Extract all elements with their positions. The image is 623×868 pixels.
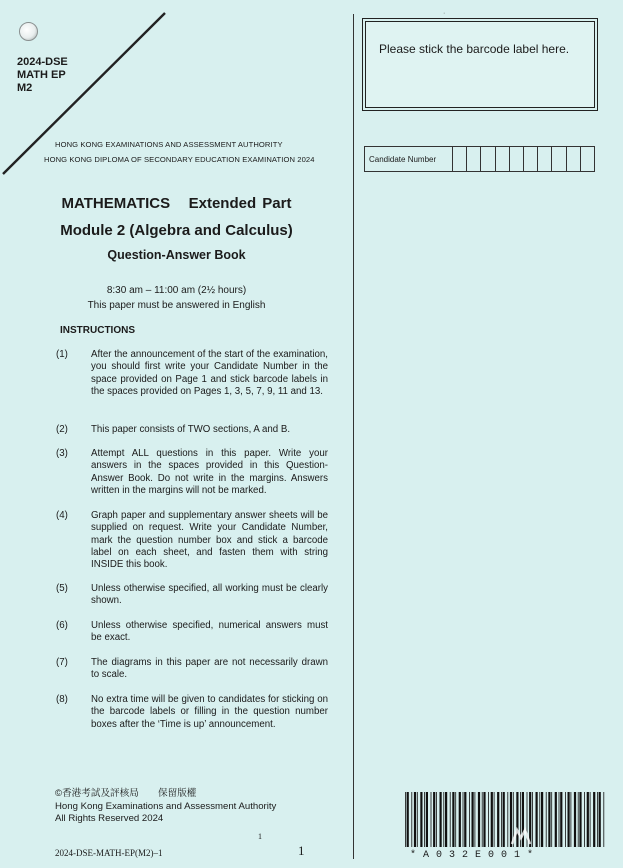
barcode-bar bbox=[539, 792, 540, 847]
paper-code-line-2: MATH EP bbox=[17, 69, 66, 81]
barcode-bar bbox=[452, 792, 454, 847]
book-title: Question-Answer Book bbox=[107, 248, 246, 262]
barcode-bar bbox=[483, 792, 485, 847]
instruction-number: (2) bbox=[56, 424, 68, 435]
page-number: 1 bbox=[298, 843, 305, 858]
barcode-bar bbox=[455, 792, 456, 847]
barcode-bar bbox=[565, 792, 566, 847]
paper-code-line-3: M2 bbox=[17, 82, 33, 94]
barcode-bar bbox=[568, 792, 570, 847]
barcode-bar bbox=[599, 792, 601, 847]
instruction-text: Attempt ALL questions in this paper. Write your answers in the spaces provided in this Question-Answer Book. Do not write in the margins. Answers written in the margins will not be marked. bbox=[91, 448, 328, 496]
copyright-authority: Hong Kong Examinations and Assessment Authority bbox=[55, 800, 277, 812]
instruction-number: (3) bbox=[56, 448, 68, 459]
barcode-number: *A032E001* bbox=[410, 850, 541, 861]
language-note: This paper must be answered in English bbox=[87, 300, 266, 311]
barcode-bar bbox=[440, 792, 442, 847]
instruction-text: The diagrams in this paper are not necessarily drawn to scale. bbox=[91, 657, 328, 681]
barcode-bar bbox=[579, 792, 581, 847]
barcode-bar bbox=[491, 792, 493, 847]
candidate-digit-cell[interactable] bbox=[453, 147, 467, 171]
barcode-bar bbox=[488, 792, 489, 847]
instruction-number: (4) bbox=[56, 510, 68, 521]
barcode-bar bbox=[420, 792, 422, 847]
barcode-bar bbox=[574, 792, 576, 847]
barcode-label-box[interactable] bbox=[362, 18, 598, 111]
barcode-bar bbox=[548, 792, 550, 847]
instruction-item bbox=[56, 349, 328, 398]
barcode-bar bbox=[414, 792, 416, 847]
candidate-digit-cell[interactable] bbox=[538, 147, 552, 171]
barcode-bar bbox=[445, 792, 447, 847]
barcode-bar bbox=[407, 792, 409, 847]
barcode-bar bbox=[551, 792, 552, 847]
instruction-text: Unless otherwise specified, all working must be clearly shown. bbox=[91, 583, 328, 607]
barcode-bar bbox=[436, 792, 437, 847]
printed-barcode bbox=[405, 792, 605, 847]
barcode-bar bbox=[424, 792, 425, 847]
barcode-bar bbox=[578, 792, 579, 847]
module-title: Module 2 (Algebra and Calculus) bbox=[60, 222, 293, 239]
instruction-item bbox=[56, 448, 328, 497]
instruction-text: Unless otherwise specified, numerical answers must be exact. bbox=[91, 620, 328, 644]
barcode-bar bbox=[541, 792, 543, 847]
instruction-text: Graph paper and supplementary answer sheets will be supplied on request. Write your Candidate Number, mark the question number box and stick a barcode label on each sheet, and fasten them with string INSIDE this book. bbox=[91, 510, 328, 571]
barcode-bar bbox=[472, 792, 474, 847]
print-mark: · bbox=[443, 10, 446, 17]
candidate-digit-cell[interactable] bbox=[567, 147, 581, 171]
barcode-bar bbox=[463, 792, 464, 847]
candidate-number-field[interactable] bbox=[364, 146, 595, 172]
instruction-number: (1) bbox=[56, 349, 68, 360]
watermark-logo bbox=[510, 826, 532, 848]
instruction-number: (6) bbox=[56, 620, 68, 631]
barcode-bar bbox=[590, 792, 591, 847]
barcode-bar bbox=[478, 792, 480, 847]
barcode-bar bbox=[536, 792, 538, 847]
instructions-heading: INSTRUCTIONS bbox=[60, 325, 135, 336]
barcode-bar bbox=[546, 792, 547, 847]
candidate-digit-cell[interactable] bbox=[496, 147, 510, 171]
barcode-instruction: Please stick the barcode label here. bbox=[379, 42, 570, 56]
barcode-bar bbox=[597, 792, 598, 847]
barcode-bar bbox=[584, 792, 585, 847]
candidate-digit-cell[interactable] bbox=[481, 147, 495, 171]
instruction-item bbox=[56, 510, 328, 571]
authority-name: HONG KONG EXAMINATIONS AND ASSESSMENT AUTHORITY bbox=[55, 140, 283, 149]
barcode-bar bbox=[426, 792, 428, 847]
barcode-bar bbox=[571, 792, 572, 847]
barcode-bar bbox=[497, 792, 499, 847]
exam-name: HONG KONG DIPLOMA OF SECONDARY EDUCATION EXAMINATION 2024 bbox=[44, 155, 315, 164]
instruction-item bbox=[56, 694, 328, 731]
copyright-chinese: ©香港考試及評核局 保留版權 bbox=[55, 788, 197, 799]
instruction-text: After the announcement of the start of the examination, you should first write your Candidate Number in the space provided on Page 1 and stick barcode labels in the spaces provided on Pages 1, 3, 5, 7, 9, 11 and 13. bbox=[91, 349, 328, 397]
barcode-bar bbox=[587, 792, 589, 847]
barcode-bar bbox=[503, 792, 505, 847]
subject-title: MATHEMATICS Extended Part bbox=[61, 195, 292, 212]
barcode-bar bbox=[417, 792, 418, 847]
barcode-bar bbox=[431, 792, 432, 847]
barcode-bar bbox=[560, 792, 562, 847]
barcode-bar bbox=[469, 792, 470, 847]
instruction-text: No extra time will be given to candidates for sticking on the barcode labels or filling in the question number boxes after the ‘Time is up’ announcement. bbox=[91, 694, 328, 730]
barcode-bar bbox=[559, 792, 560, 847]
candidate-digit-cell[interactable] bbox=[510, 147, 524, 171]
barcode-bar bbox=[450, 792, 451, 847]
barcode-bar bbox=[443, 792, 444, 847]
barcode-bar bbox=[475, 792, 476, 847]
barcode-bar bbox=[459, 792, 461, 847]
barcode-bar bbox=[501, 792, 502, 847]
barcode-bar bbox=[593, 792, 595, 847]
candidate-digit-cell[interactable] bbox=[467, 147, 481, 171]
copyright-rights: All Rights Reserved 2024 bbox=[55, 813, 164, 824]
instruction-text: This paper consists of TWO sections, A and B. bbox=[91, 424, 291, 435]
barcode-bar bbox=[405, 792, 406, 847]
paper-code-line-1: 2024-DSE bbox=[17, 56, 68, 68]
barcode-bar bbox=[555, 792, 557, 847]
barcode-bar bbox=[464, 792, 466, 847]
candidate-digit-cell[interactable] bbox=[552, 147, 566, 171]
instruction-item bbox=[56, 657, 328, 682]
instruction-number: (7) bbox=[56, 657, 68, 668]
barcode-bar bbox=[482, 792, 483, 847]
instruction-item bbox=[56, 583, 328, 608]
candidate-digit-cell[interactable] bbox=[524, 147, 538, 171]
candidate-number-label: Candidate Number bbox=[365, 147, 453, 171]
copyright-block bbox=[55, 788, 276, 826]
barcode-bar bbox=[507, 792, 508, 847]
instruction-number: (5) bbox=[56, 583, 68, 594]
instruction-item bbox=[56, 620, 328, 645]
barcode-bar bbox=[532, 792, 533, 847]
barcode-bar bbox=[603, 792, 604, 847]
instruction-item bbox=[56, 424, 328, 436]
barcode-bar bbox=[433, 792, 435, 847]
exam-time: 8:30 am – 11:00 am (2½ hours) bbox=[106, 285, 247, 296]
barcode-bar bbox=[411, 792, 412, 847]
paper-code-footer: 2024-DSE-MATH-EP(M2)–1 bbox=[55, 848, 163, 858]
candidate-digit-cell[interactable] bbox=[581, 147, 594, 171]
instruction-number: (8) bbox=[56, 694, 68, 705]
page-number-small: 1 bbox=[258, 832, 262, 841]
barcode-bar bbox=[494, 792, 495, 847]
page-divider bbox=[353, 14, 354, 859]
